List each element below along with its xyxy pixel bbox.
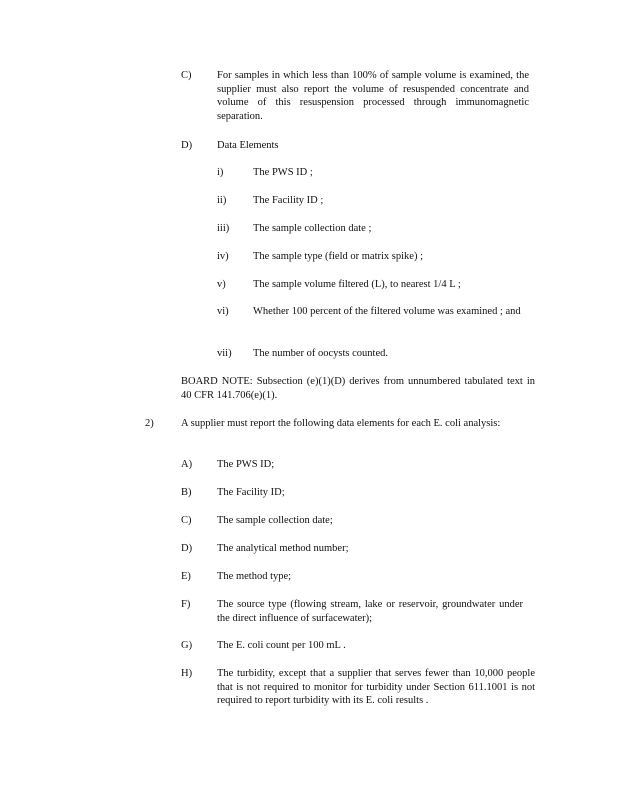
ecoli-element-label: D)	[181, 543, 193, 554]
section-2-label: 2)	[145, 418, 154, 429]
ecoli-element-text: The analytical method number;	[217, 543, 349, 554]
ecoli-element-text: The turbidity, except that a supplier that serves fewer than 10,000 people that is not required to monitor for turbidity under Section 611.1001 is not required to report turbidity with its E. coli results .	[217, 668, 535, 706]
data-element-text: The PWS ID ;	[253, 167, 313, 178]
data-element-label: iv)	[217, 251, 229, 262]
section-2-text: A supplier must report the following data elements for each E. coli analysis:	[181, 418, 501, 429]
ecoli-element-text: The Facility ID;	[217, 487, 285, 498]
data-element-label: vii)	[217, 348, 232, 359]
data-element-label: v)	[217, 279, 226, 290]
ecoli-element-label: G)	[181, 640, 193, 651]
ecoli-element-label: H)	[181, 668, 193, 679]
ecoli-element-text: The E. coli count per 100 mL .	[217, 640, 346, 651]
ecoli-element-label: A)	[181, 459, 193, 470]
data-element-text: The sample type (field or matrix spike) ;	[253, 251, 423, 262]
board-note: BOARD NOTE: Subsection (e)(1)(D) derives from unnumbered tabulated text in 40 CFR 141.706(e)(1).	[181, 376, 535, 401]
data-element-text: The Facility ID ;	[253, 195, 324, 206]
section-d-title: Data Elements	[217, 140, 279, 151]
ecoli-element-text: The source type (flowing stream, lake or reservoir, groundwater under the direct influence of surfacewater);	[217, 599, 523, 624]
section-d-label: D)	[181, 140, 193, 151]
ecoli-element-label: E)	[181, 571, 191, 582]
data-element-text: The number of oocysts counted.	[253, 348, 389, 359]
section-c-text: For samples in which less than 100% of sample volume is examined, the supplier must also report the volume of resuspended concentrate and volume of this resuspension processed through immunomagnetic separation.	[217, 70, 529, 122]
data-element-label: vi)	[217, 306, 229, 317]
section-c-label: C)	[181, 70, 192, 81]
ecoli-element-text: The method type;	[217, 571, 292, 582]
data-element-label: ii)	[217, 195, 227, 206]
ecoli-element-label: B)	[181, 487, 192, 498]
data-element-text: The sample volume filtered (L), to nearest 1/4 L ;	[253, 279, 461, 290]
ecoli-element-text: The PWS ID;	[217, 459, 275, 470]
data-element-text: Whether 100 percent of the filtered volume was examined ; and	[253, 306, 521, 317]
ecoli-element-text: The sample collection date;	[217, 515, 333, 526]
ecoli-element-label: F)	[181, 599, 191, 610]
data-element-label: iii)	[217, 223, 230, 234]
ecoli-element-label: C)	[181, 515, 192, 526]
data-element-text: The sample collection date ;	[253, 223, 372, 234]
data-element-label: i)	[217, 167, 224, 178]
